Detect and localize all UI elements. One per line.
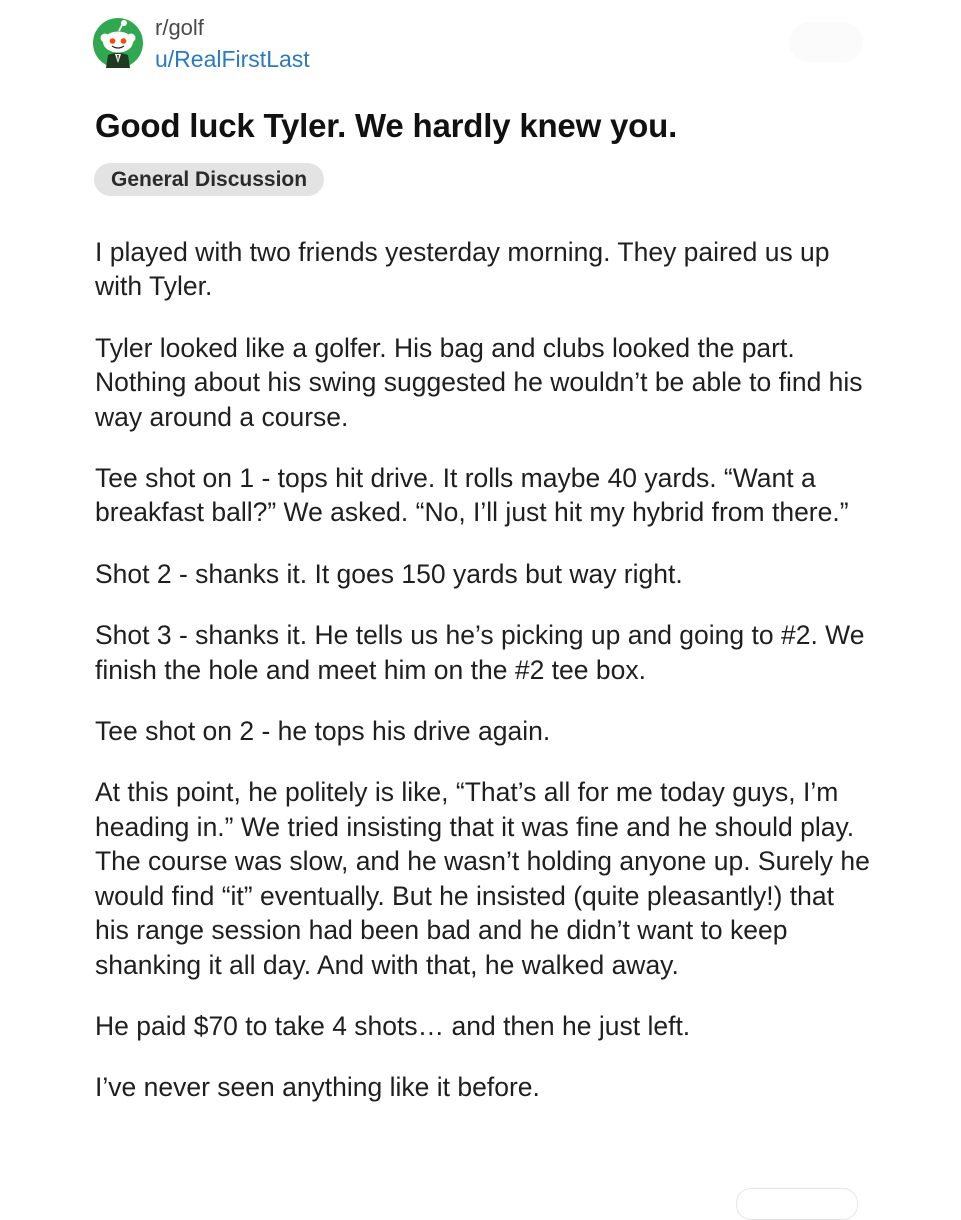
post-paragraph: Shot 2 - shanks it. It goes 150 yards but way right. (95, 558, 683, 589)
post-paragraph: Shot 3 - shanks it. He tells us he’s picking up and going to #2. We finish the hole and meet him on the #2 tee box. (95, 620, 865, 685)
author-username[interactable]: u/RealFirstLast (155, 46, 310, 72)
post-paragraph: At this point, he politely is like, “That’s all for me today guys, I’m heading in.” We tried insisting that it was fine and he should play. The course was slow, and he wasn’t holding anyone up. Surely he would find “it” eventually. But he insisted (quite pleasantly!) that his range session had been bad and he didn’t want to keep shanking it all day. And with that, he walked away. (95, 777, 870, 980)
reddit-snoo-avatar-icon[interactable] (93, 18, 143, 68)
post-paragraph: Tee shot on 2 - he tops his drive again. (95, 716, 551, 747)
post-title: Good luck Tyler. We hardly knew you. (95, 107, 678, 144)
post-paragraph: Tee shot on 1 - tops hit drive. It rolls maybe 40 yards. “Want a breakfast ball?” We asked. “No, I’ll just hit my hybrid from there.” (95, 463, 849, 528)
post-paragraph: Tyler looked like a golfer. His bag and clubs looked the part. Nothing about his swing suggested he wouldn’t be able to find his way around a course. (95, 332, 863, 432)
post-paragraph: I played with two friends yesterday morning. They paired us up with Tyler. (95, 237, 830, 302)
post-paragraph: He paid $70 to take 4 shots… and then he just left. (95, 1010, 691, 1041)
vote-action-button[interactable] (736, 1188, 858, 1220)
more-options-icon[interactable] (789, 22, 863, 62)
post-paragraph: I’ve never seen anything like it before. (95, 1072, 540, 1103)
post-header (93, 14, 893, 74)
post-body (95, 235, 870, 1132)
post-flair[interactable]: General Discussion (94, 163, 324, 196)
subreddit-name[interactable]: r/golf (155, 15, 204, 40)
